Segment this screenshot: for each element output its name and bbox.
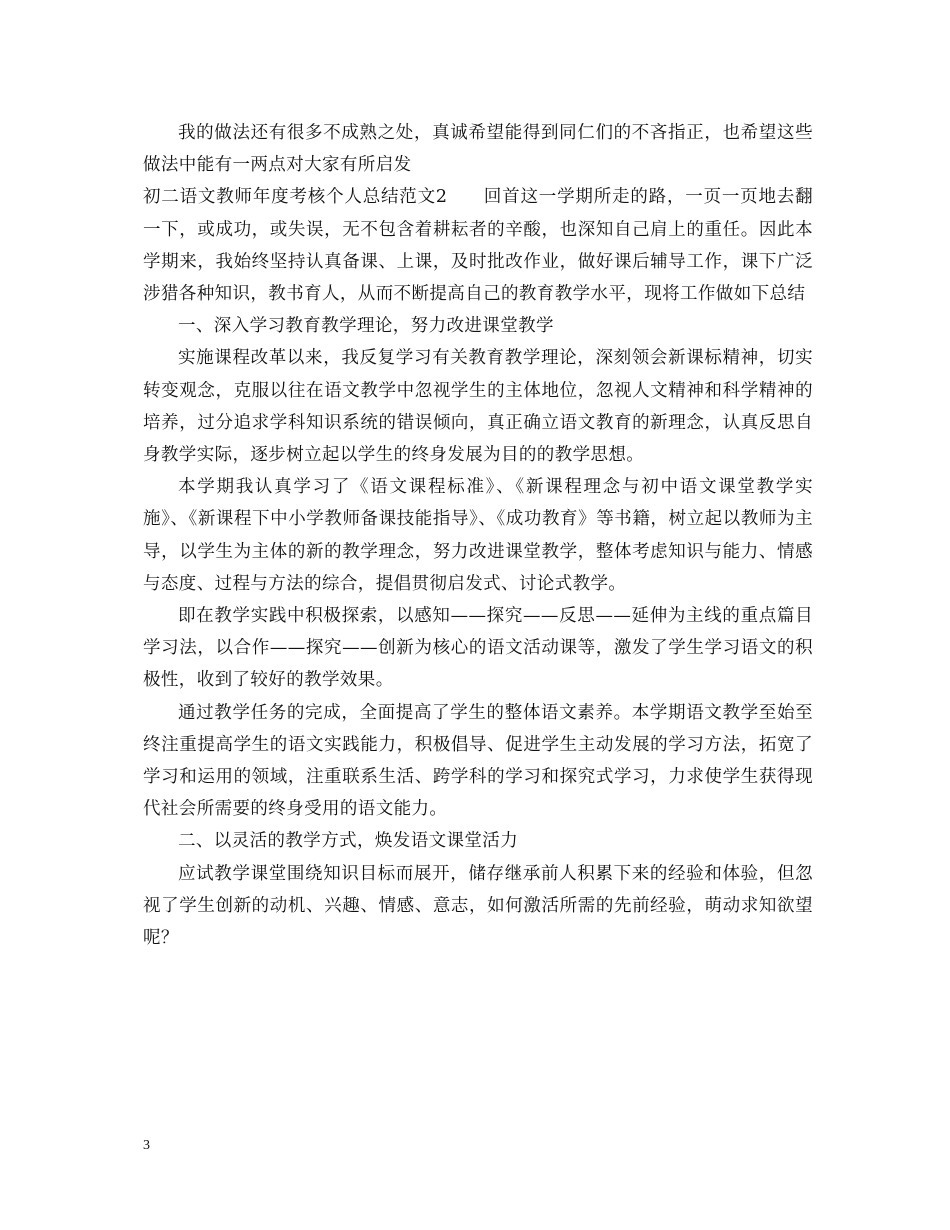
paragraph-theory-study: 实施课程改革以来，我反复学习有关教育教学理论，深刻领会新课标精神，切实转变观念，克服以往在语文教学中忽视学生的主体地位，忽视人文精神和科学精神的培养，过分追求学科知识系统的错误倾向，真正确立语文教育的新理念，认真反思自身教学实际，逐步树立起以学生的终身发展为目的的教学思想。: [143, 348, 813, 466]
paragraph-closing-remark: 我的做法还有很多不成熟之处，真诚希望能得到同仁们的不吝指正，也希望这些做法中能有一两点对大家有所启发: [143, 123, 813, 176]
section-heading: 初二语文教师年度考核个人总结范文2: [143, 187, 448, 208]
section-2-intro-text: 回首这一学期所走的路，一页一页地去翻一下，或成功，或失误，无不包含着耕耘者的辛酸，也深知自己肩上的重任。因此本学期来，我始终坚持认真备课、上课，及时批改作业，做好课后辅导工作，课下广泛涉猎各种知识，教书育人，从而不断提高自己的教育教学水平，现将工作做如下总结: [143, 187, 814, 305]
paragraph-exam-teaching: 应试教学课堂围绕知识目标而展开，储存继承前人积累下来的经验和体验，但忽视了学生创新的动机、兴趣、情感、意志，如何激活所需的先前经验，萌动求知欲望呢？: [143, 863, 813, 949]
paragraph-practice: 即在教学实践中积极探索，以感知——探究——反思——延伸为主线的重点篇目学习法，以合作——探究——创新为核心的语文活动课等，激发了学生学习语文的积极性，收到了较好的教学效果。: [143, 606, 813, 691]
document-body: [143, 117, 813, 954]
paragraph-books-studied: 本学期我认真学习了《语文课程标准》、《新课程理念与初中语文课堂教学实施》、《新课程下中小学教师备课技能指导》、《成功教育》等书籍，树立起以教师为主导，以学生为主体的新的教学理念，努力改进课堂教学，整体考虑知识与能力、情感与态度、过程与方法的综合，提倡贯彻启发式、讨论式教学。: [143, 477, 813, 594]
page-number: 3: [143, 1138, 150, 1153]
paragraph-literacy: 通过教学任务的完成，全面提高了学生的整体语文素养。本学期语文教学至始至终注重提高学生的语文实践能力，积极倡导、促进学生主动发展的学习方法，拓宽了学习和运用的领域，注重联系生活、跨学科的学习和探究式学习，力求使学生获得现代社会所需要的终身受用的语文能力。: [143, 702, 813, 820]
paragraph-section-2-intro: [143, 181, 813, 310]
subheading-one: 一、深入学习教育教学理论，努力改进课堂教学: [178, 316, 554, 337]
subheading-two: 二、以灵活的教学方式，焕发语文课堂活力: [178, 831, 519, 852]
